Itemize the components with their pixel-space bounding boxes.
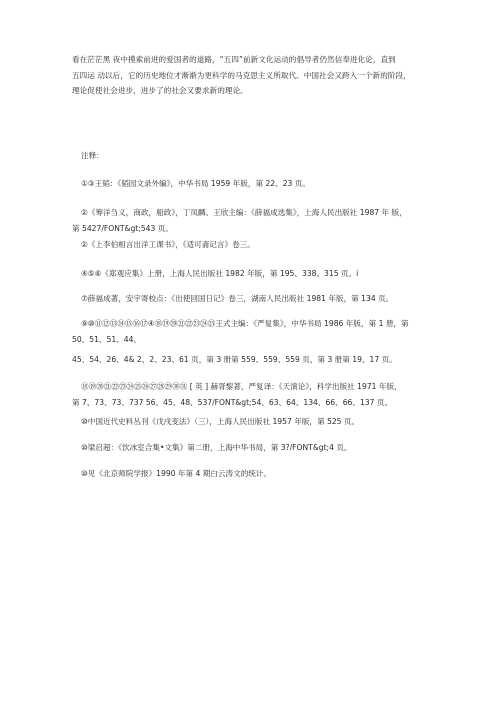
footnote-line: ④⑤⑥《郑观应集》上册，上海人民出版社 1982 年版，第 195、338、315 页。i — [81, 269, 359, 278]
footnote — [72, 237, 442, 253]
footnote-line: 45、54、26、4& 2、2、23、61 页，第 3 册第 559、559、559 页，第 3 册第 19、17 页。 — [72, 355, 397, 364]
footnote — [72, 291, 442, 307]
footnote-line: ⑩梁启超：《饮冰室合集•文集》第二册，上海中华书局，第 3?/FONT&gt;4 页。 — [81, 443, 352, 452]
footnote-line: ⑩见《北京师院学报》1990 年第 4 期白云涛文的统计。 — [81, 469, 272, 478]
intro-line: 看在茫茫黑 夜中摸索前进的爱国者的道路，“五四”前新文化运动的倡导者仍然信奉进化论，直到 — [72, 55, 396, 64]
footnote-line: ⑩中国近代史料丛刊《戊戌变法》（三），上海人民出版社 1957 年版，第 525 页。 — [81, 417, 360, 426]
footnote-line: 第 7、73、73、737 56、45、48、537/FONT&gt;54、63、64、134、66、66、137 页。 — [72, 397, 393, 407]
footnote — [72, 205, 442, 236]
footnote — [72, 440, 442, 456]
footnote — [72, 316, 442, 347]
intro-line: 五四运 动以后，它的历史地位才渐渐为更科学的马克思主义所取代。中国社会又跨入一个新的阶段， — [72, 70, 411, 80]
footnote-line: ②《上李伯相言出洋工课书》，《适可斋记言》卷三。 — [81, 240, 255, 249]
footnote — [72, 352, 442, 368]
intro-paragraph — [72, 52, 444, 99]
footnote-line: 第 5427/FONT&gt;543 页。 — [72, 223, 173, 233]
footnote-line: 50、51、51、44、 — [72, 334, 142, 344]
footnote — [72, 266, 442, 282]
footnote-line: ⑱⑲⑳㉑㉒㉓㉔㉕㉖㉗㉘㉙㉚㉛ [ 英 ] 赫胥黎著，严复译：《天演论》，科学出版社 1971 年版， — [81, 382, 402, 391]
footnote-line: ②《筹洋刍义，商政，船政》，丁凤麟、王欣主编：《薛福成选集》，上海人民出版社 1987 年 版， — [81, 208, 407, 217]
footnote-line: ⑨⑩⑪⑫⑬⑭⑮⑯⑰④⑱⑲⑳㉑㉒㉓㉔㉕王式主编：《严复集》，中华书局 1986 年版，第 1 册，第 — [81, 319, 409, 328]
footnote — [72, 466, 442, 482]
footnote — [72, 176, 442, 192]
intro-line: 理论促使社会进步，进步了的社会又要求新的理论。 — [72, 86, 248, 95]
notes-heading: 注释： — [81, 151, 104, 160]
footnote-line: ⑦薛福成著，安宇寄校点：《出使回国日记》卷三，湖南人民出版社 1981 年版，第 134 页。 — [81, 294, 394, 303]
footnote — [72, 379, 442, 410]
footnote — [72, 414, 442, 430]
footnote-line: ①③王韬：《韬园文录外编》，中华书局 1959 年版，第 22、23 页。 — [81, 179, 310, 188]
